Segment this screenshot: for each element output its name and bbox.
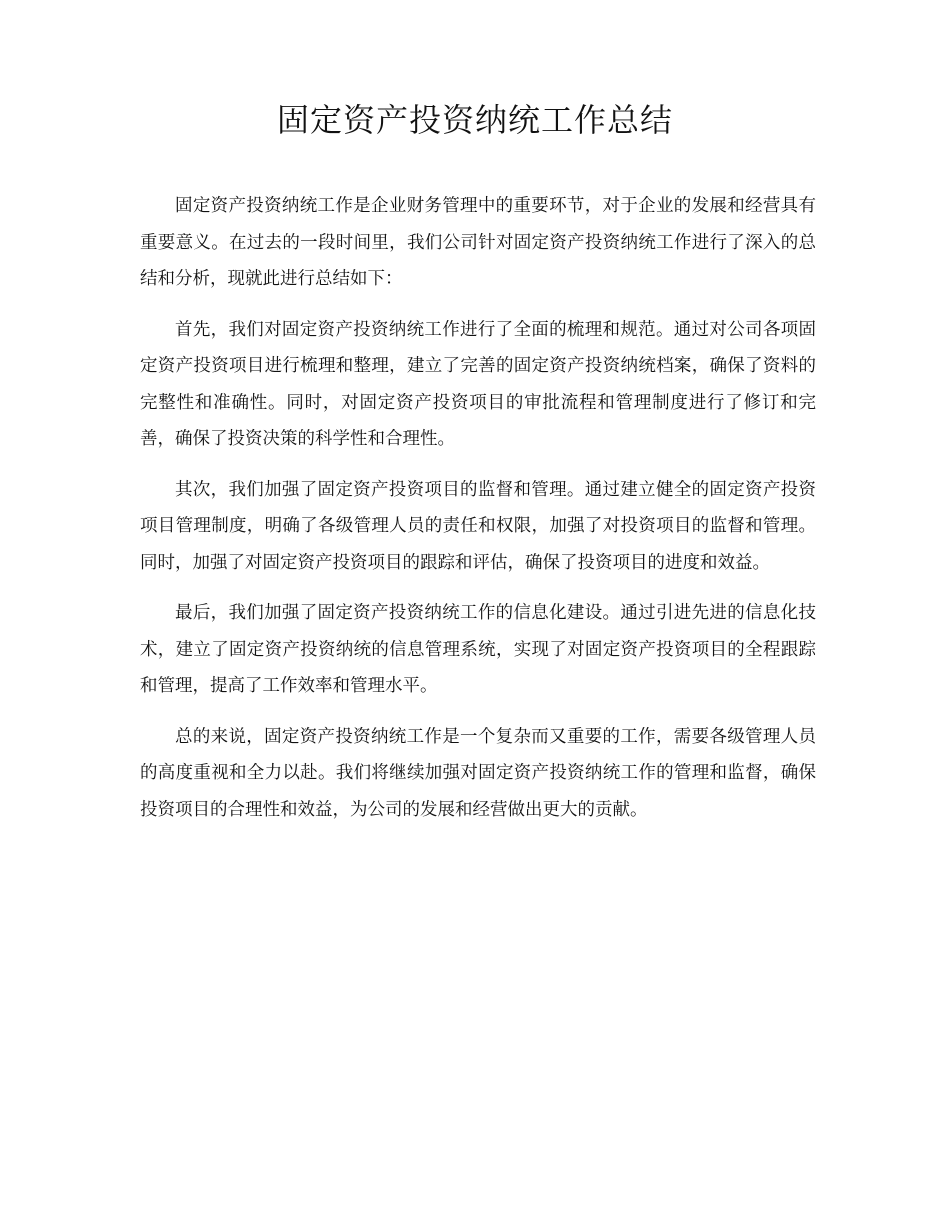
paragraph-second: 其次，我们加强了固定资产投资项目的监督和管理。通过建立健全的固定资产投资项目管理制度，明确了各级管理人员的责任和权限，加强了对投资项目的监督和管理。同时，加强了对固定资产投资项目的跟踪和评估，确保了投资项目的进度和效益。 <box>140 479 816 573</box>
paragraph-last: 最后，我们加强了固定资产投资纳统工作的信息化建设。通过引进先进的信息化技术，建立了固定资产投资纳统的信息管理系统，实现了对固定资产投资项目的全程跟踪和管理，提高了工作效率和管理水平。 <box>140 603 816 696</box>
paragraph-conclusion: 总的来说，固定资产投资纳统工作是一个复杂而又重要的工作，需要各级管理人员的高度重视和全力以赴。我们将继续加强对固定资产投资纳统工作的管理和监督，确保投资项目的合理性和效益，为公司的发展和经营做出更大的贡献。 <box>140 726 816 820</box>
document-title: 固定资产投资纳统工作总结 <box>276 101 673 139</box>
paragraph-first: 首先，我们对固定资产投资纳统工作进行了全面的梳理和规范。通过对公司各项固定资产投资项目进行梳理和整理，建立了完善的固定资产投资纳统档案，确保了资料的完整性和准确性。同时，对固定资产投资项目的审批流程和管理制度进行了修订和完善，确保了投资决策的科学性和合理性。 <box>140 319 816 449</box>
document-body <box>140 188 816 842</box>
paragraph-intro: 固定资产投资纳统工作是企业财务管理中的重要环节，对于企业的发展和经营具有重要意义。在过去的一段时间里，我们公司针对固定资产投资纳统工作进行了深入的总结和分析，现就此进行总结如下： <box>140 196 816 289</box>
